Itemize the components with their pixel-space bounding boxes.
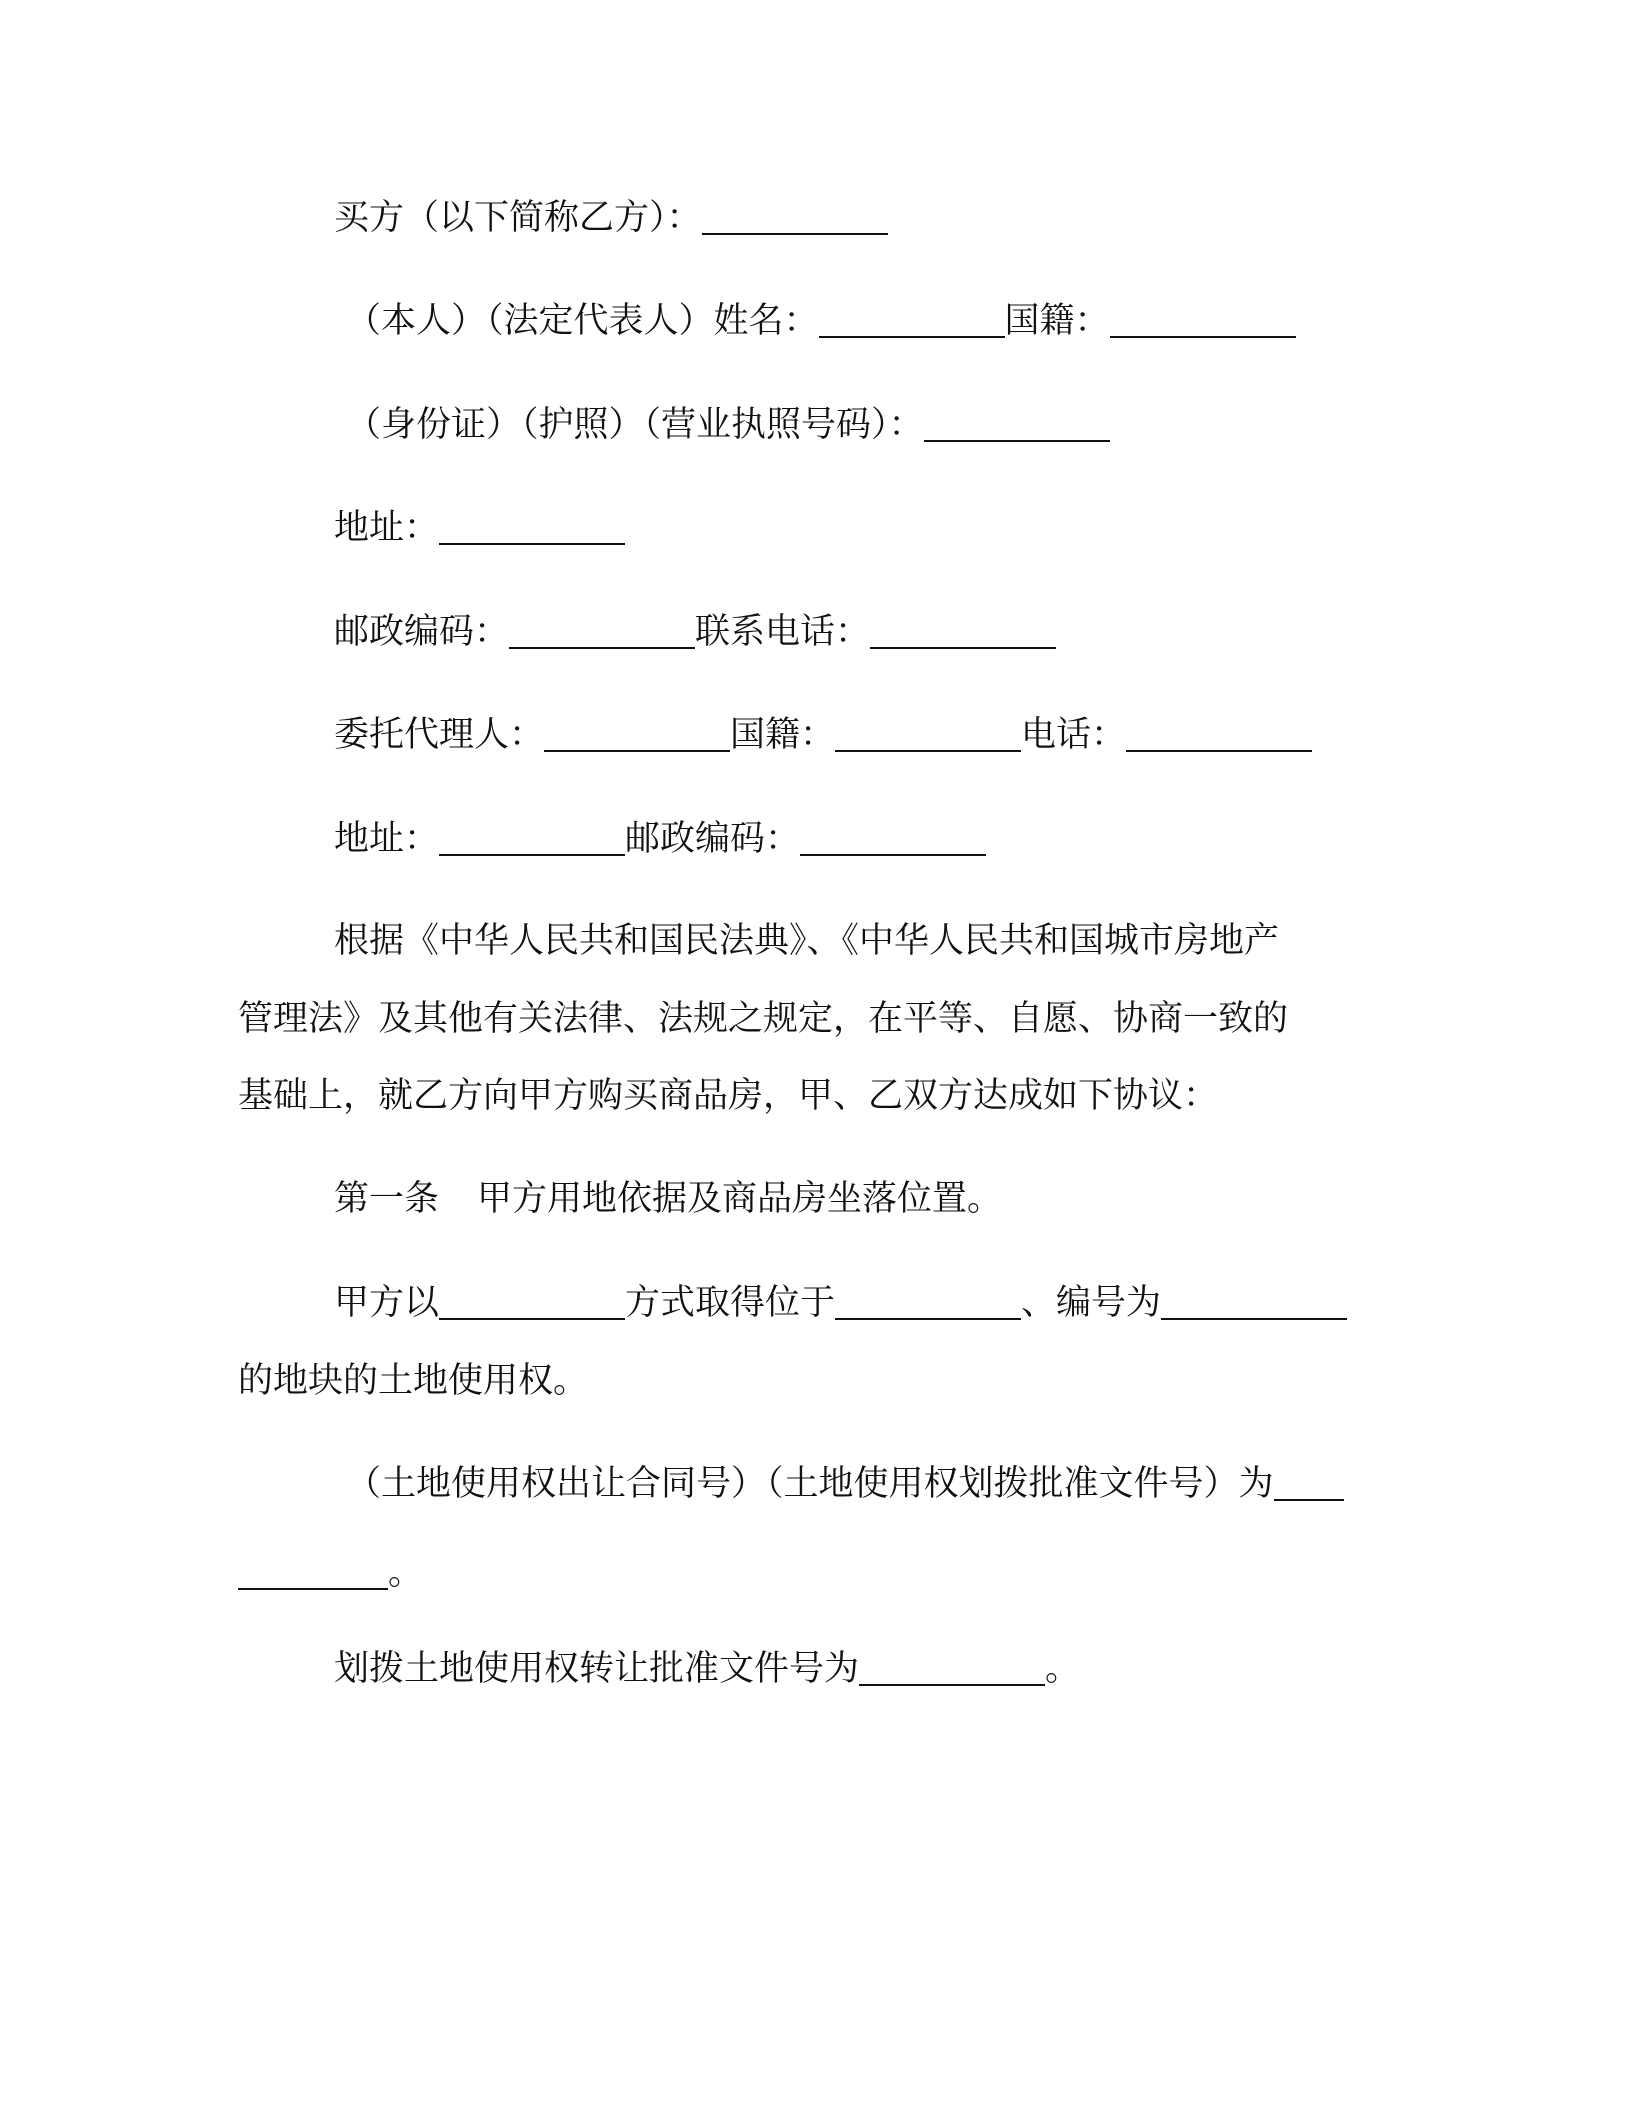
agent-label: 委托代理人： bbox=[334, 715, 545, 755]
agent-phone-blank[interactable] bbox=[1126, 716, 1312, 752]
transfer-label: 划拨土地使用权转让批准文件号为 bbox=[334, 1649, 860, 1689]
contract-line-1 bbox=[0, 1460, 1632, 1508]
nationality-blank[interactable] bbox=[1110, 302, 1296, 338]
postcode-label: 邮政编码： bbox=[334, 612, 510, 652]
basis-line-1: 根据《中华人民共和国民法典》、《中华人民共和国城市房地产 bbox=[334, 921, 1280, 961]
transfer-period: 。 bbox=[1045, 1649, 1081, 1689]
postcode2-blank[interactable] bbox=[800, 820, 986, 856]
agent-nationality-blank[interactable] bbox=[835, 716, 1021, 752]
land-location-blank[interactable] bbox=[835, 1284, 1021, 1320]
nationality-label: 国籍： bbox=[1004, 301, 1110, 341]
id-number-blank[interactable] bbox=[924, 406, 1110, 442]
identity-line bbox=[0, 297, 1632, 345]
land-line-2: 的地块的土地使用权。 bbox=[238, 1361, 589, 1401]
basis-line-3: 基础上，就乙方向甲方购买商品房，甲、乙双方达成如下协议： bbox=[238, 1076, 1219, 1116]
land-method-label: 甲方以 bbox=[334, 1283, 440, 1323]
article-1-title: 甲方用地依据及商品房坐落位置。 bbox=[477, 1179, 1003, 1219]
land-location-label: 方式取得位于 bbox=[625, 1283, 836, 1323]
transfer-line bbox=[0, 1645, 1632, 1693]
phone-label: 联系电话： bbox=[695, 612, 871, 652]
land-number-label: 、编号为 bbox=[1021, 1283, 1162, 1323]
contract-blank-end[interactable] bbox=[238, 1554, 388, 1590]
agent-line bbox=[0, 711, 1632, 759]
buyer-line bbox=[0, 194, 1632, 242]
contract-period: 。 bbox=[388, 1553, 424, 1593]
address-line bbox=[0, 504, 1632, 552]
article-1-heading bbox=[0, 1175, 1632, 1223]
article-1-number: 第一条 bbox=[334, 1179, 440, 1219]
postcode-blank[interactable] bbox=[509, 613, 695, 649]
contract-blank-start[interactable] bbox=[1274, 1465, 1344, 1501]
postcode2-label: 邮政编码： bbox=[625, 819, 801, 859]
agent-blank[interactable] bbox=[544, 716, 730, 752]
buyer-label: 买方（以下简称乙方）： bbox=[334, 198, 702, 238]
address2-blank[interactable] bbox=[439, 820, 625, 856]
contract-label: （土地使用权出让合同号）（土地使用权划拨批准文件号）为 bbox=[346, 1464, 1274, 1504]
address-label: 地址： bbox=[334, 508, 440, 548]
identity-name-label: （本人）（法定代表人）姓名： bbox=[346, 301, 819, 341]
id-docs-line bbox=[0, 401, 1632, 449]
address-blank[interactable] bbox=[439, 509, 625, 545]
contract-line-2 bbox=[0, 1549, 1632, 1597]
basis-line-2: 管理法》及其他有关法律、法规之规定，在平等、自愿、协商一致的 bbox=[238, 999, 1289, 1039]
buyer-blank[interactable] bbox=[702, 199, 888, 235]
land-line-1 bbox=[0, 1279, 1632, 1327]
land-number-blank[interactable] bbox=[1161, 1284, 1347, 1320]
agent-nationality-label: 国籍： bbox=[730, 715, 836, 755]
agent-phone-label: 电话： bbox=[1021, 715, 1127, 755]
postcode-line bbox=[0, 608, 1632, 656]
name-blank[interactable] bbox=[819, 302, 1005, 338]
address2-label: 地址： bbox=[334, 819, 440, 859]
address2-line bbox=[0, 815, 1632, 863]
id-docs-label: （身份证）（护照）（营业执照号码）： bbox=[346, 405, 924, 445]
land-method-blank[interactable] bbox=[439, 1284, 625, 1320]
transfer-blank[interactable] bbox=[859, 1650, 1045, 1686]
phone-blank[interactable] bbox=[870, 613, 1056, 649]
